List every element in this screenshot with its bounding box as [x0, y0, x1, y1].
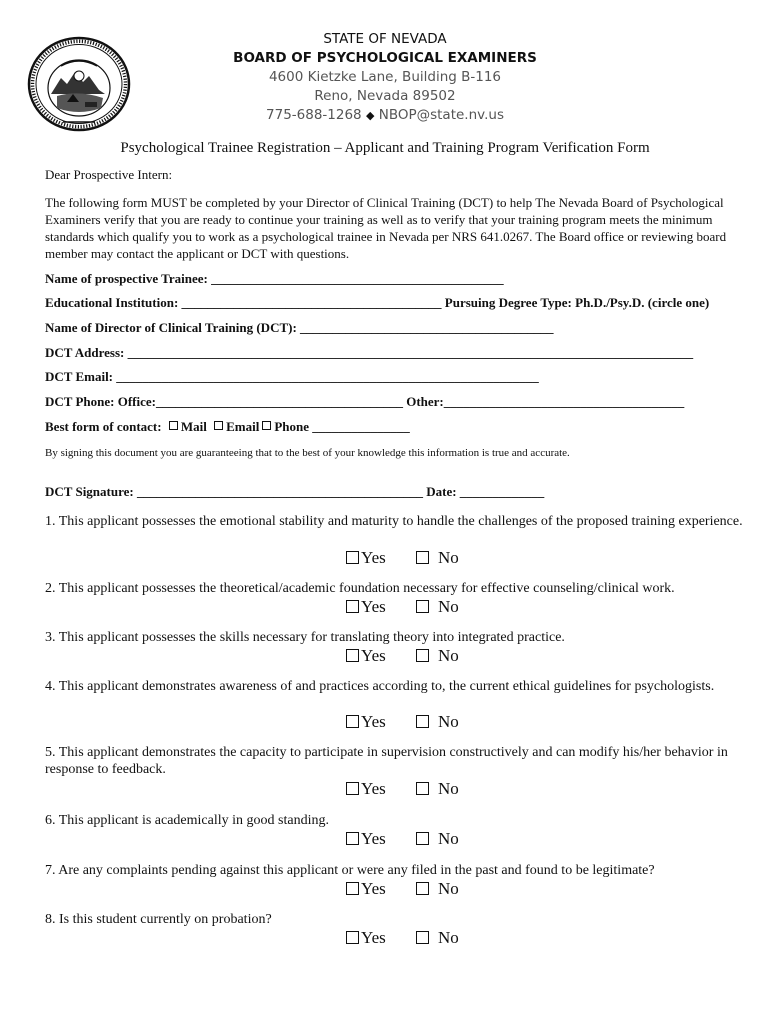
trainee-name-field[interactable]: Name of prospective Trainee: _____________________________________________ [45, 271, 504, 286]
yes-option-3[interactable]: Yes [346, 646, 386, 665]
diamond-separator-icon: ◆ [365, 109, 375, 122]
board-email: NBOP@state.nv.us [378, 107, 504, 123]
answer-row-8 [346, 928, 459, 948]
email-option-label: Email [226, 419, 260, 434]
checkbox-icon [416, 649, 429, 662]
dct-signature-field[interactable]: DCT Signature: ____________________________________________ Date: _____________ [45, 484, 545, 499]
state-seal-logo [27, 36, 131, 132]
checkbox-icon [416, 931, 429, 944]
no-option-5[interactable]: No [416, 779, 459, 798]
contact-preference-row [45, 419, 410, 435]
no-option-7[interactable]: No [416, 879, 459, 898]
checkbox-icon [346, 600, 359, 613]
question-7: 7. Are any complaints pending against this applicant or were any filed in the past and found to be legitimate? [45, 863, 655, 878]
checkbox-icon [346, 882, 359, 895]
yes-option-8[interactable]: Yes [346, 928, 386, 947]
yes-option-6[interactable]: Yes [346, 829, 386, 848]
no-option-1[interactable]: No [416, 548, 459, 567]
question-1: 1. This applicant possesses the emotional stability and maturity to handle the challenges of the proposed training experience. [45, 514, 743, 529]
mail-checkbox[interactable] [169, 421, 178, 430]
question-6: 6. This applicant is academically in good standing. [45, 813, 329, 828]
checkbox-icon [346, 551, 359, 564]
checkbox-icon [416, 832, 429, 845]
answer-row-3 [346, 646, 459, 666]
checkbox-icon [416, 600, 429, 613]
dct-address-field[interactable]: DCT Address: _______________________________________________________________________________________ [45, 345, 694, 360]
no-option-2[interactable]: No [416, 597, 459, 616]
no-option-4[interactable]: No [416, 712, 459, 731]
no-option-3[interactable]: No [416, 646, 459, 665]
email-checkbox[interactable] [214, 421, 223, 430]
form-title: Psychological Trainee Registration – Applicant and Training Program Verification Form [120, 140, 650, 156]
answer-row-4 [346, 712, 459, 732]
mail-option-label: Mail [180, 419, 207, 434]
dct-phone-field[interactable]: DCT Phone: Office:______________________________________ Other:_____________________________________ [45, 394, 685, 409]
address-line-1: 4600 Kietzke Lane, Building B-116 [268, 69, 502, 85]
contact-label: Best form of contact: [45, 419, 162, 434]
contact-line [185, 106, 585, 125]
letterhead [185, 30, 585, 125]
question-8: 8. Is this student currently on probation? [45, 912, 272, 927]
checkbox-icon [346, 715, 359, 728]
question-5: 5. This applicant demonstrates the capacity to participate in supervision constructively and can modify his/her behavior in response to feedback. [45, 745, 728, 777]
yes-option-5[interactable]: Yes [346, 779, 386, 798]
checkbox-icon [346, 931, 359, 944]
answer-row-1 [346, 548, 459, 568]
yes-option-7[interactable]: Yes [346, 879, 386, 898]
checkbox-icon [416, 782, 429, 795]
answer-row-2 [346, 597, 459, 617]
no-option-8[interactable]: No [416, 928, 459, 947]
board-phone: 775-688-1268 [266, 107, 362, 123]
checkbox-icon [346, 782, 359, 795]
dct-name-field[interactable]: Name of Director of Clinical Training (DCT): _______________________________________ [45, 320, 554, 335]
state-name: STATE OF NEVADA [323, 31, 447, 47]
educational-institution-field[interactable]: Educational Institution: ________________________________________ Pursuing Degree Type: Ph.D./Psy.D. (circle one) [45, 295, 710, 310]
signature-notice: By signing this document you are guaranteeing that to the best of your knowledge this information is true and accurate. [45, 447, 570, 459]
checkbox-icon [416, 551, 429, 564]
question-2: 2. This applicant possesses the theoretical/academic foundation necessary for effective counseling/clinical work. [45, 581, 675, 596]
checkbox-icon [346, 832, 359, 845]
answer-row-5 [346, 779, 459, 799]
phone-option-label: Phone _______________ [274, 419, 410, 434]
dct-email-field[interactable]: DCT Email: _________________________________________________________________ [45, 369, 539, 384]
answer-row-7 [346, 879, 459, 899]
yes-option-1[interactable]: Yes [346, 548, 386, 567]
salutation: Dear Prospective Intern: [45, 167, 173, 182]
intro-paragraph: The following form MUST be completed by your Director of Clinical Training (DCT) to help The Nevada Board of Psychological Examiners verify that you are ready to continue your training as well as to verify that your training program meets the minimum standards which qualify you to work as a psychological trainee in Nevada per NRS 641.0267. The Board office or reviewing board member may contact the applicant or DCT with questions. [45, 195, 727, 261]
yes-option-4[interactable]: Yes [346, 712, 386, 731]
no-option-6[interactable]: No [416, 829, 459, 848]
checkbox-icon [416, 882, 429, 895]
checkbox-icon [346, 649, 359, 662]
question-4: 4. This applicant demonstrates awareness of and practices according to, the current ethical guidelines for psychologists. [45, 679, 715, 694]
answer-row-6 [346, 829, 459, 849]
checkbox-icon [416, 715, 429, 728]
board-name: BOARD OF PSYCHOLOGICAL EXAMINERS [233, 50, 537, 66]
yes-option-2[interactable]: Yes [346, 597, 386, 616]
question-3: 3. This applicant possesses the skills necessary for translating theory into integrated practice. [45, 630, 565, 645]
phone-checkbox[interactable] [262, 421, 271, 430]
address-line-2: Reno, Nevada 89502 [314, 88, 456, 104]
